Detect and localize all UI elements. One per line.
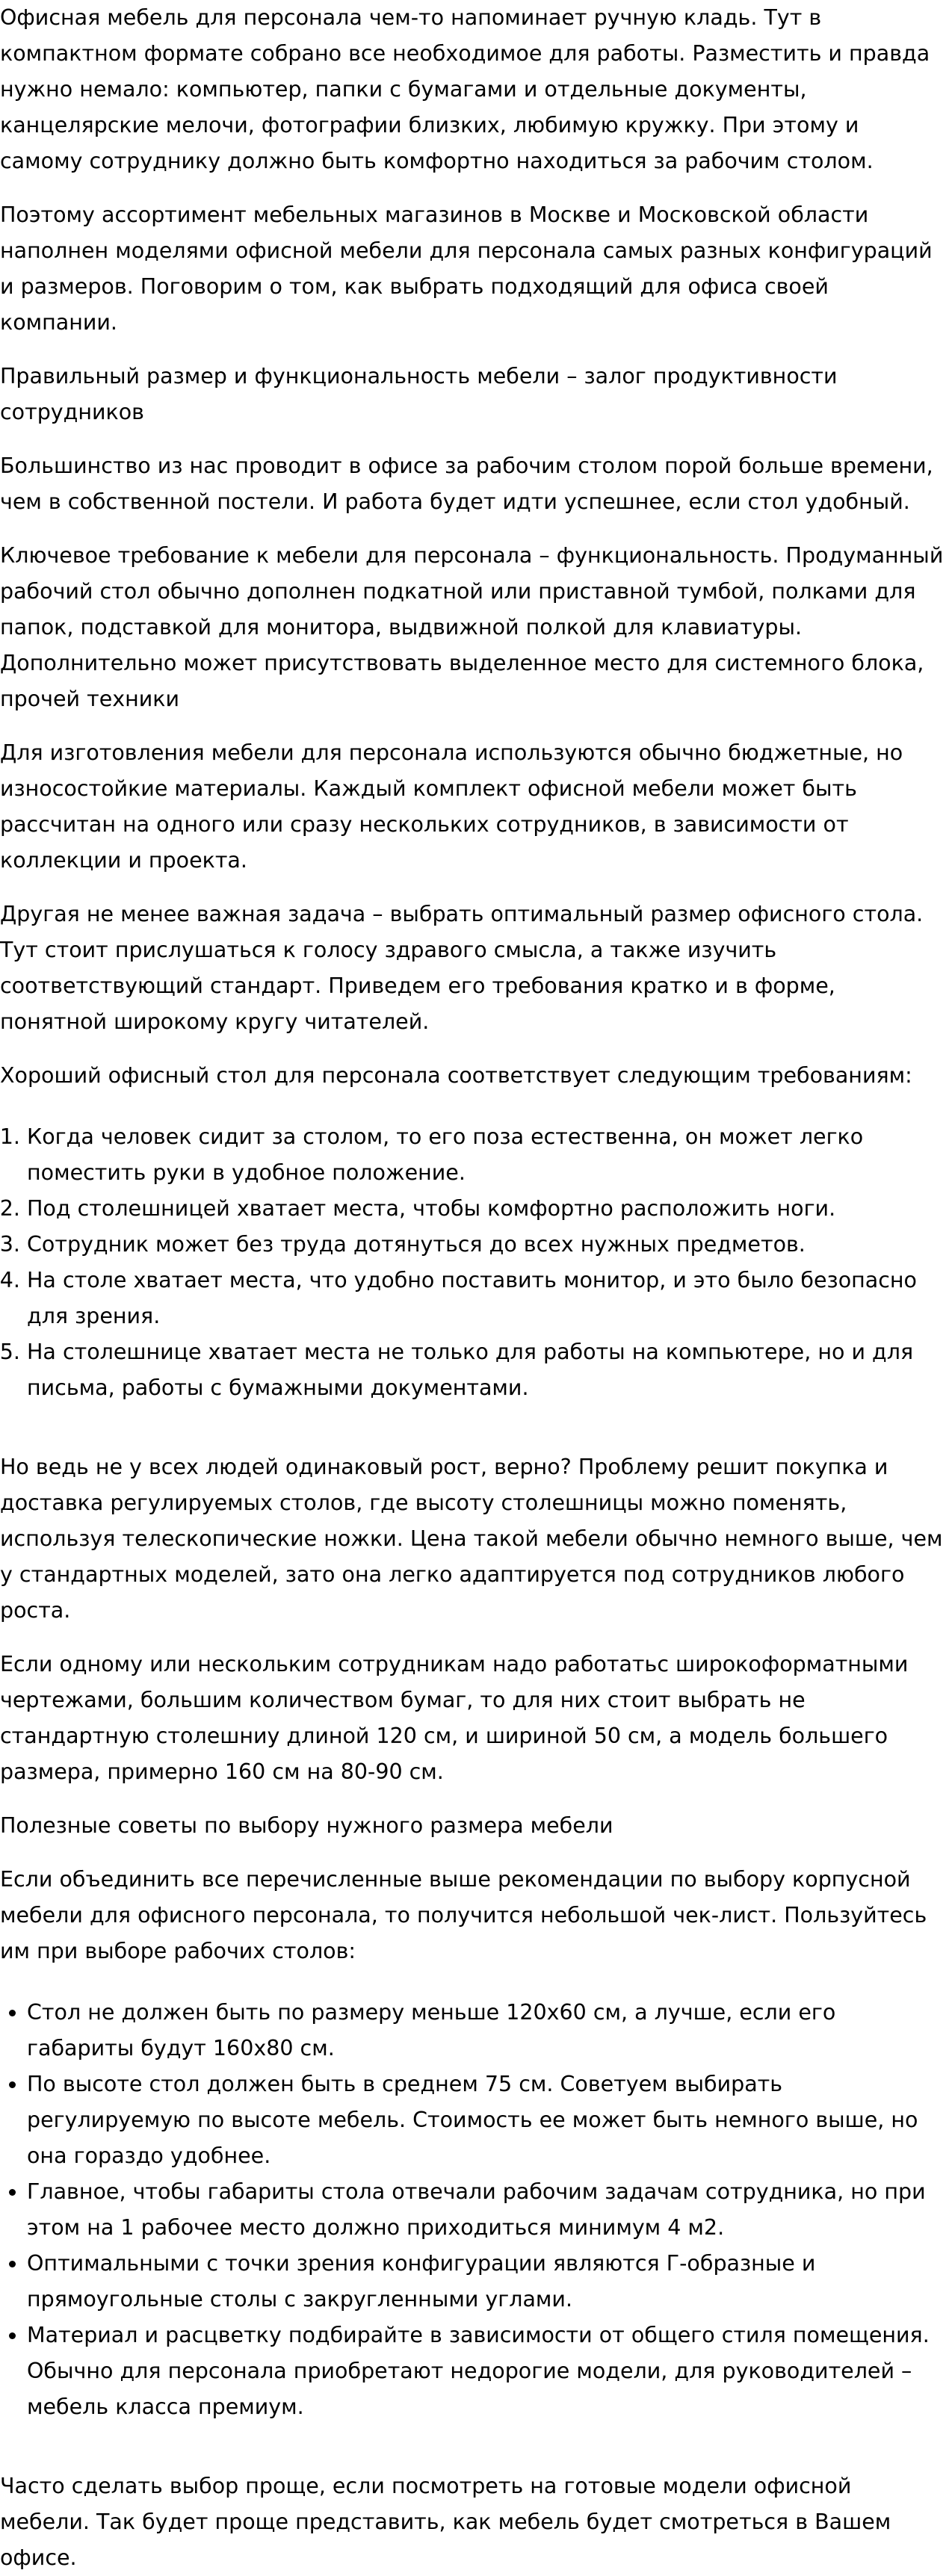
closing-paragraph: Часто сделать выбор проще, если посмотреть на готовые модели офисной мебели. Так будет проще представить, как мебель будет смотреться в Вашем офисе. [0,2474,891,2570]
standard-paragraph: Другая не менее важная задача – выбрать оптимальный размер офисного стола. Тут стоит прислушаться к голосу здравого смысла, а также изучить соответствующий стандарт. Приведем его требования кратко и в форме, понятной широкому кругу читателей. [0,902,924,1034]
list-item: 5. На столешнице хватает места не только для работы на компьютере, но и для письма, работы с бумажными документами. [27,1334,945,1406]
requirements-intro: Хороший офисный стол для персонала соответствует следующим требованиям: [0,1063,912,1088]
assortment-paragraph: Поэтому ассортимент мебельных магазинов в Москве и Московской области наполнен моделями офисной мебели для персонала самых разных конфигураций и размеров. Поговорим о том, как выбрать подходящий для офиса своей компании. [0,202,933,335]
adjustable-desks-paragraph: Но ведь не у всех людей одинаковый рост, верно? Проблему решит покупка и доставка регулируемых столов, где высоту столешницы можно поменять, используя телескопические ножки. Цена такой мебели обычно немного выше, чем у стандартных моделей, зато она легко адаптируется под сотрудников любого роста. [0,1455,943,1623]
functionality-paragraph: Ключевое требование к мебели для персонала – функциональность. Продуманный рабочий стол обычно дополнен подкатной или приставной тумбой, полками для папок, подставкой для монитора, выдвижной полкой для клавиатуры. Дополнительно может присутствовать выделенное место для системного блока, прочей техники [0,543,944,711]
checklist-intro: Если объединить все перечисленные выше рекомендации по выбору корпусной мебели для офисного персонала, то получится небольшой чек-лист. Пользуйтесь им при выборе рабочих столов: [0,1867,927,1963]
list-item: • Главное, чтобы габариты стола отвечали рабочим задачам сотрудника, но при этом на 1 рабочее место должно приходиться минимум 4 м2. [27,2174,945,2246]
tips-list [0,1995,945,2425]
section-heading-tips: Полезные советы по выбору нужного размера мебели [0,1813,613,1838]
office-time-paragraph: Большинство из нас проводит в офисе за рабочим столом порой больше времени, чем в собственной постели. И работа будет идти успешнее, если стол удобный. [0,453,933,514]
large-desks-paragraph: Если одному или нескольким сотрудникам надо работатьс широкоформатными чертежами, большим количеством бумаг, то для них стоит выбрать не стандартную столешниу длиной 120 см, и шириной 50 см, а модель большего размера, примерно 160 см на 80-90 см. [0,1652,909,1784]
list-item: 1. Когда человек сидит за столом, то его поза естественна, он может легко поместить руки в удобное положение. [27,1119,945,1191]
list-item: • Оптимальными с точки зрения конфигурации являются Г-образные и прямоугольные столы с закругленными углами. [27,2246,945,2318]
list-item: • По высоте стол должен быть в среднем 75 см. Советуем выбирать регулируемую по высоте мебель. Стоимость ее может быть немного выше, но она гораздо удобнее. [27,2066,945,2174]
list-item: 3. Сотрудник может без труда дотянуться до всех нужных предметов. [27,1227,945,1263]
requirements-list [0,1119,945,1406]
list-item: • Материал и расцветку подбирайте в зависимости от общего стиля помещения. Обычно для персонала приобретают недорогие модели, для руководителей – мебель класса премиум. [27,2318,945,2425]
list-item: 2. Под столешницей хватает места, чтобы комфортно расположить ноги. [27,1191,945,1227]
intro-paragraph: Офисная мебель для персонала чем-то напоминает ручную кладь. Тут в компактном формате собрано все необходимое для работы. Разместить и правда нужно немало: компьютер, папки с бумагами и отдельные документы, канцелярские мелочи, фотографии близких, любимую кружку. При этому и самому сотруднику должно быть комфортно находиться за рабочим столом. [0,5,930,173]
list-item: 4. На столе хватает места, что удобно поставить монитор, и это было безопасно для зрения. [27,1263,945,1334]
materials-paragraph: Для изготовления мебели для персонала используются обычно бюджетные, но износостойкие материалы. Каждый комплект офисной мебели может быть рассчитан на одного или сразу нескольких сотрудников, в зависимости от коллекции и проекта. [0,740,903,873]
list-item: • Стол не должен быть по размеру меньше 120х60 см, а лучше, если его габариты будут 160х80 см. [27,1995,945,2066]
section-heading-size-functionality: Правильный размер и функциональность мебели – залог продуктивности сотрудников [0,364,838,424]
